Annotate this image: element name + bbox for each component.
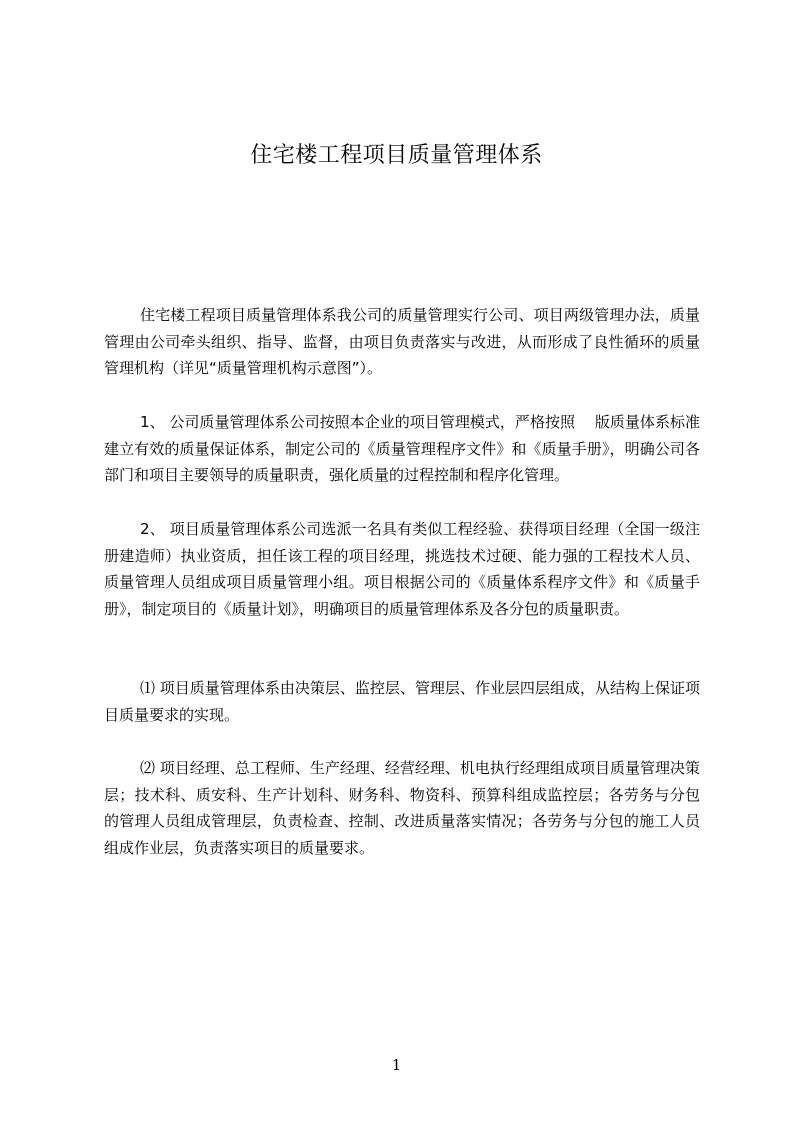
paragraph-four-layer-structure: ⑴ 项目质量管理体系由决策层、监控层、管理层、作业层四层组成，从结构上保证项目质量要求的实现。: [104, 679, 700, 724]
paragraph-project-quality-system: 2、 项目质量管理体系公司选派一名具有类似工程经验、获得项目经理（全国一级注册建造师）执业资质，担任该工程的项目经理，挑选技术过硬、能力强的工程技术人员、质量管理人员组成项目质量管理小组。项目根据公司的《质量体系程序文件》和《质量手册》，制定项目的《质量计划》，明确项目的质量管理体系及各分包的质量职责。: [104, 520, 700, 618]
paragraph-company-quality-system: 1、 公司质量管理体系公司按照本企业的项目管理模式，严格按照 版质量体系标准建立有效的质量保证体系，制定公司的《质量管理程序文件》和《质量手册》，明确公司各部门和项目主要领导的质量职责，强化质量的过程控制和程序化管理。: [104, 413, 700, 484]
document-title: 住宅楼工程项目质量管理体系: [250, 143, 543, 168]
paragraph-layer-composition: ⑵ 项目经理、总工程师、生产经理、经营经理、机电执行经理组成项目质量管理决策层；技术科、质安科、生产计划科、财务科、物资科、预算科组成监控层；各劳务与分包的管理人员组成管理层，负责检查、控制、改进质量落实情况；各劳务与分包的施工人员组成作业层，负责落实项目的质量要求。: [104, 759, 700, 857]
page-number: 1: [391, 1056, 402, 1074]
paragraph-intro: 住宅楼工程项目质量管理体系我公司的质量管理实行公司、项目两级管理办法，质量管理由公司牵头组织、指导、监督，由项目负责落实与改进，从而形成了良性循环的质量管理机构（详见“质量管理机构示意图”）。: [104, 306, 700, 377]
